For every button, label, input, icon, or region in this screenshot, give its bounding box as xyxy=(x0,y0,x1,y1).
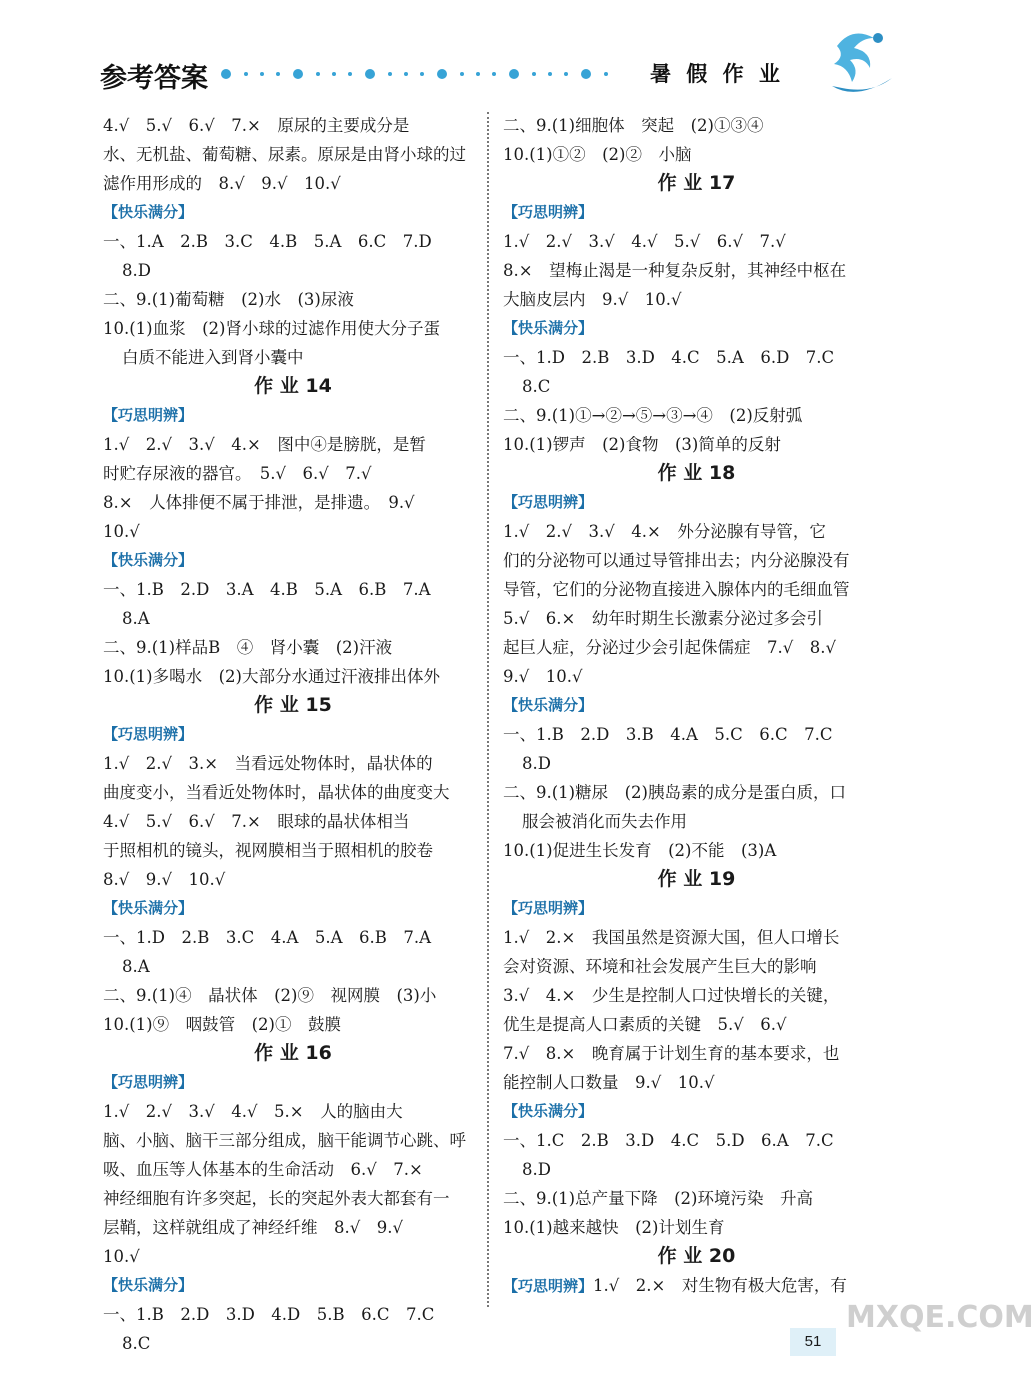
answer-line: 们的分泌物可以通过导管排出去；内分泌腺没有 xyxy=(503,551,850,570)
section-tag: 【快乐满分】 xyxy=(103,899,194,917)
section-tag: 【巧思明辨】 xyxy=(503,493,594,511)
answer-line: 吸、血压等人体基本的生命活动 6.√ 7.× xyxy=(103,1160,423,1179)
answer-line: 一、1.B 2.D 3.D 4.D 5.B 6.C 7.C xyxy=(103,1305,435,1324)
section-tag: 【快乐满分】 xyxy=(503,319,594,337)
answer-line: 1.√ 2.√ 3.√ 4.√ 5.× 人的脑由大 xyxy=(103,1102,403,1121)
answer-line: 4.√ 5.√ 6.√ 7.× 眼球的晶状体相当 xyxy=(103,812,410,831)
answer-line: 神经细胞有许多突起，长的突起外表大都套有一 xyxy=(103,1189,450,1208)
answer-line: 10.√ xyxy=(103,1247,140,1266)
answer-line: 8.D xyxy=(522,754,551,773)
decorative-dots xyxy=(218,66,618,82)
answer-text: 1.√ 2.× 对生物有极大危害，有 xyxy=(593,1276,847,1295)
answer-line: 滤作用形成的 8.√ 9.√ 10.√ xyxy=(103,174,341,193)
answer-line xyxy=(503,1271,890,1300)
answer-line: 8.× 人体排便不属于排泄，是排遗。 9.√ xyxy=(103,493,415,512)
section-tag: 【巧思明辨】 xyxy=(503,899,594,917)
swirl-logo-icon xyxy=(812,16,902,106)
assignment-heading: 作 业 15 xyxy=(254,694,332,716)
assignment-heading: 作 业 16 xyxy=(254,1042,332,1064)
answer-line: 导管，它们的分泌物直接进入腺体内的毛细血管 xyxy=(503,580,850,599)
answer-line: 10.(1)①② (2)② 小脑 xyxy=(503,145,692,164)
assignment-heading: 作 业 18 xyxy=(657,462,736,484)
section-tag: 【快乐满分】 xyxy=(503,1102,594,1120)
answer-line: 10.(1)锣声 (2)食物 (3)简单的反射 xyxy=(503,435,781,454)
answer-line: 二、9.(1)葡萄糖 (2)水 (3)尿液 xyxy=(103,290,354,309)
answer-line: 1.√ 2.√ 3.√ 4.√ 5.√ 6.√ 7.√ xyxy=(503,232,786,251)
answer-line: 服会被消化而失去作用 xyxy=(522,812,687,831)
section-tag: 【快乐满分】 xyxy=(103,203,194,221)
answer-line: 1.√ 2.√ 3.× 当看远处物体时，晶状体的 xyxy=(103,754,433,773)
answer-line: 4.√ 5.√ 6.√ 7.× 原尿的主要成分是 xyxy=(103,116,410,135)
answer-line: 二、9.(1)①→②→⑤→③→④ (2)反射弧 xyxy=(503,406,803,425)
answer-line: 1.√ 2.√ 3.√ 4.× 外分泌腺有导管，它 xyxy=(503,522,826,541)
answer-line: 10.(1)多喝水 (2)大部分水通过汗液排出体外 xyxy=(103,667,440,686)
answer-line: 8.C xyxy=(522,377,551,396)
answer-line: 10.(1)促进生长发育 (2)不能 (3)A xyxy=(503,841,777,860)
answer-line: 1.√ 2.√ 3.√ 4.× 图中④是膀胱，是暂 xyxy=(103,435,426,454)
section-tag: 【巧思明辨】 xyxy=(103,725,194,743)
column-divider xyxy=(487,112,489,1307)
answer-line: 优生是提高人口素质的关键 5.√ 6.√ xyxy=(503,1015,787,1034)
section-tag: 【快乐满分】 xyxy=(103,1276,194,1294)
answer-line: 能控制人口数量 9.√ 10.√ xyxy=(503,1073,715,1092)
answer-line: 3.√ 4.× 少生是控制人口过快增长的关键， xyxy=(503,986,840,1005)
assignment-heading: 作 业 14 xyxy=(254,375,332,397)
header-title: 参考答案 xyxy=(100,63,208,94)
answer-line: 会对资源、环境和社会发展产生巨大的影响 xyxy=(503,957,817,976)
answer-line: 10.√ xyxy=(103,522,140,541)
answer-line: 二、9.(1)总产量下降 (2)环境污染 升高 xyxy=(503,1189,813,1208)
answer-line: 一、1.A 2.B 3.C 4.B 5.A 6.C 7.D xyxy=(103,232,432,251)
answer-line: 10.(1)血浆 (2)肾小球的过滤作用使大分子蛋 xyxy=(103,319,440,338)
answer-line: 10.(1)⑨ 咽鼓管 (2)① 鼓膜 xyxy=(103,1015,341,1034)
answer-line: 8.√ 9.√ 10.√ xyxy=(103,870,226,889)
answer-line: 一、1.C 2.B 3.D 4.C 5.D 6.A 7.C xyxy=(503,1131,834,1150)
answer-line: 9.√ 10.√ xyxy=(503,667,583,686)
answer-line: 层鞘，这样就组成了神经纤维 8.√ 9.√ xyxy=(103,1218,404,1237)
answer-line: 8.D xyxy=(122,261,151,280)
answer-line: 一、1.B 2.D 3.A 4.B 5.A 6.B 7.A xyxy=(103,580,431,599)
section-tag: 【快乐满分】 xyxy=(103,551,194,569)
answer-line: 二、9.(1)样品B ④ 肾小囊 (2)汗液 xyxy=(103,638,393,657)
answer-line: 8.A xyxy=(122,957,150,976)
book-title: 暑 假 作 业 xyxy=(650,62,784,86)
assignment-heading: 作 业 17 xyxy=(657,172,736,194)
answer-line: 8.× 望梅止渴是一种复杂反射，其神经中枢在 xyxy=(503,261,847,280)
answer-line: 1.√ 2.× 我国虽然是资源大国，但人口增长 xyxy=(503,928,840,947)
answer-line: 5.√ 6.× 幼年时期生长激素分泌过多会引 xyxy=(503,609,823,628)
page-header xyxy=(0,0,1000,110)
assignment-heading: 作 业 20 xyxy=(657,1245,736,1267)
answer-line: 二、9.(1)细胞体 突起 (2)①③④ xyxy=(503,116,764,135)
right-column xyxy=(503,111,890,1300)
answer-line: 8.D xyxy=(522,1160,551,1179)
answer-line: 脑、小脑、脑干三部分组成，脑干能调节心跳、呼 xyxy=(103,1131,466,1150)
answer-line: 一、1.D 2.B 3.C 4.A 5.A 6.B 7.A xyxy=(103,928,432,947)
answer-line: 水、无机盐、葡萄糖、尿素。原尿是由肾小球的过 xyxy=(103,145,466,164)
assignment-heading: 作 业 19 xyxy=(657,868,736,890)
section-tag: 【巧思明辨】 xyxy=(103,1073,194,1091)
section-tag: 【巧思明辨】 xyxy=(103,406,194,424)
answer-line: 白质不能进入到肾小囊中 xyxy=(122,348,304,367)
answer-line: 8.A xyxy=(122,609,150,628)
left-column xyxy=(103,111,483,1358)
answer-line: 10.(1)越来越快 (2)计划生育 xyxy=(503,1218,725,1237)
answer-line: 起巨人症，分泌过少会引起侏儒症 7.√ 8.√ xyxy=(503,638,837,657)
answer-line: 一、1.B 2.D 3.B 4.A 5.C 6.C 7.C xyxy=(503,725,833,744)
answer-line: 大脑皮层内 9.√ 10.√ xyxy=(503,290,682,309)
watermark: MXQE.COM xyxy=(846,1300,1034,1335)
answer-line: 8.C xyxy=(122,1334,151,1353)
section-tag: 【快乐满分】 xyxy=(503,696,594,714)
answer-line: 时贮存尿液的器官。 5.√ 6.√ 7.√ xyxy=(103,464,372,483)
answer-line: 二、9.(1)糖尿 (2)胰岛素的成分是蛋白质，口 xyxy=(503,783,846,802)
page-number: 51 xyxy=(790,1328,836,1356)
answer-line: 7.√ 8.× 晚育属于计划生育的基本要求，也 xyxy=(503,1044,840,1063)
answer-line: 曲度变小，当看近处物体时，晶状体的曲度变大 xyxy=(103,783,450,802)
answer-line: 一、1.D 2.B 3.D 4.C 5.A 6.D 7.C xyxy=(503,348,835,367)
section-tag: 【巧思明辨】 xyxy=(503,1277,594,1295)
answer-line: 二、9.(1)④ 晶状体 (2)⑨ 视网膜 (3)小 xyxy=(103,986,437,1005)
section-tag: 【巧思明辨】 xyxy=(503,203,594,221)
answer-line: 于照相机的镜头，视网膜相当于照相机的胶卷 xyxy=(103,841,433,860)
